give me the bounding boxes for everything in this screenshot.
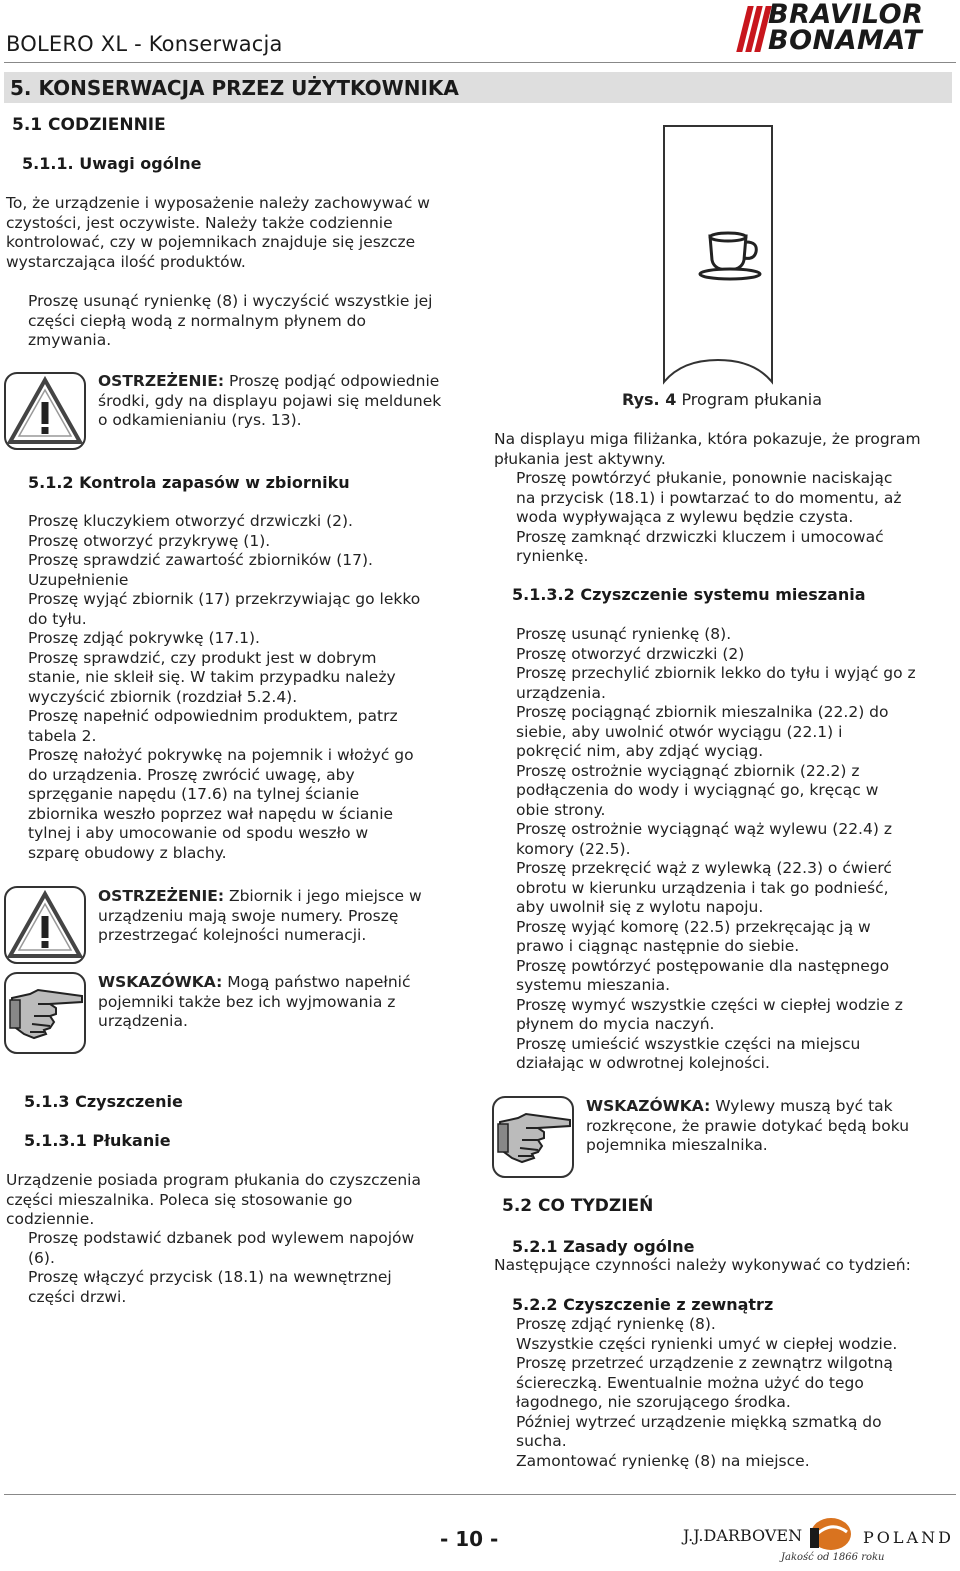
text-line: Proszę ostrożnie wyciągnąć wąż wylewu (22.4) z (516, 820, 892, 838)
logo-text (768, 2, 923, 54)
footer-divider (4, 1494, 956, 1495)
text-line: Proszę podjąć odpowiednie (228, 372, 440, 390)
text-line: płukania jest aktywny. (494, 449, 666, 468)
text-line: komory (22.5). (516, 839, 631, 858)
text-line: Uzupełnienie (28, 570, 129, 589)
text-line: urządzenia. (98, 1012, 188, 1030)
text-line: Zbiornik i jego miejsce w (228, 887, 422, 905)
note-label: WSKAZÓWKA: (586, 1097, 711, 1115)
paragraph-rinsing-steps (28, 1229, 468, 1307)
text-line: rynienkę. (516, 547, 589, 565)
text-line: ściereczką. Ewentualnie można użyć do tego (516, 1373, 864, 1392)
note-label: WSKAZÓWKA: (98, 973, 223, 991)
text-line: na przycisk (18.1) i powtarzać to do momentu, aż (516, 488, 902, 507)
text-line: Proszę wymyć wszystkie części w ciepłej wodzie z (516, 995, 903, 1014)
text-line: Proszę przetrzeć urządzenie z zewnątrz wilgotną (516, 1354, 893, 1372)
subsection-heading-weekly: 5.2 CO TYDZIEŃ (502, 1196, 654, 1216)
text-line: Proszę nałożyć pokrywkę na pojemnik i włożyć go (28, 746, 414, 764)
text-line: Proszę otworzyć przykrywę (1). (28, 531, 271, 550)
text-line: o odkamienianiu (rys. 13). (98, 411, 302, 429)
text-line: Proszę powtórzyć płukanie, ponownie naciskając (516, 469, 893, 487)
text-line: Proszę wyjąć zbiornik (17) przekrzywiając go lekko (28, 590, 421, 608)
pointing-hand-icon (492, 1096, 574, 1178)
warning-descaling (98, 372, 466, 431)
text-line: części ciepłą wodą z normalnym płynem do (28, 311, 367, 330)
text-line: pojemniki także bez ich wyjmowania z (98, 992, 396, 1011)
header-divider (4, 62, 956, 63)
text-line: części mieszalnika. Poleca się stosowanie go (6, 1190, 353, 1209)
text-line: sucha. (516, 1432, 567, 1450)
logo-line-1: BRAVILOR (768, 0, 924, 30)
text-line: sprzęganie napędu (17.6) na tylnej ścianie (28, 785, 360, 803)
list-exterior-cleaning (516, 1315, 956, 1471)
text-line: urządzeniu mają swoje numery. Proszę (98, 906, 399, 925)
page-number: - 10 - (440, 1527, 499, 1551)
text-line: zmywania. (28, 331, 112, 349)
list-stock-check (28, 512, 468, 863)
text-line: systemu mieszania. (516, 976, 670, 994)
text-line: środki, gdy na displayu pojawi się meldunek (98, 391, 442, 410)
text-line: kontrolować, czy w pojemnikach znajduje się jeszcze (6, 233, 416, 251)
text-line: pojemnika mieszalnika. (586, 1136, 768, 1154)
heading-general-notes: 5.1.1. Uwagi ogólne (22, 154, 202, 173)
figure-title: Program płukania (681, 390, 823, 409)
darboven-poland-logo (683, 1512, 959, 1568)
partner-name: J.J.DARBOVEN (683, 1526, 803, 1545)
list-display-steps (516, 469, 956, 567)
text-line: urządzenia. (516, 683, 606, 702)
heading-general-rules: 5.2.1 Zasady ogólne (512, 1237, 695, 1256)
text-line: obrotu w kierunku urządzenia i tak go podnieść, (516, 878, 889, 897)
heading-exterior-cleaning: 5.2.2 Czyszczenie z zewnątrz (512, 1295, 774, 1314)
text-line: tylnej i aby umocowanie od spodu weszło w (28, 824, 369, 842)
text-line: Proszę wyjąć komorę (22.5) przekręcając ją w (516, 917, 871, 936)
heading-rinsing: 5.1.3.1 Płukanie (24, 1131, 171, 1150)
warning-icon (4, 372, 86, 450)
text-line: Proszę sprawdzić, czy produkt jest w dobrym (28, 648, 377, 667)
text-line: Proszę zamknąć drzwiczki kluczem i umocować (516, 527, 884, 546)
text-line: pokręcić nim, aby zdjąć wyciąg. (516, 742, 764, 760)
text-line: Proszę powtórzyć postępowanie dla następnego (516, 956, 890, 975)
text-line: Proszę umieścić wszystkie części na miejscu (516, 1034, 861, 1053)
warning-label: OSTRZEŻENIE: (98, 887, 225, 905)
text-line: części drzwi. (28, 1287, 127, 1306)
text-line: obie strony. (516, 800, 606, 819)
text-line: szparę obudowy z blachy. (28, 843, 227, 862)
logo-line-2: BONAMAT (768, 25, 923, 56)
text-line: Proszę otworzyć drzwiczki (2) (516, 644, 745, 663)
warning-label: OSTRZEŻENIE: (98, 372, 225, 390)
text-line: Wylewy muszą być tak (715, 1097, 893, 1115)
text-line: wystarczająca ilość produktów. (6, 252, 246, 271)
text-line: Proszę zdjąć pokrywkę (17.1). (28, 629, 260, 647)
document-title: BOLERO XL - Konserwacja (6, 32, 283, 56)
text-line: tabela 2. (28, 726, 97, 745)
text-line: Proszę włączyć przycisk (18.1) na wewnętrznej (28, 1268, 392, 1286)
note-spouts (586, 1097, 954, 1156)
text-line: zbiornika weszło poprzez wał napędu w ścianie (28, 804, 394, 823)
text-line: Proszę zdjąć rynienkę (8). (516, 1315, 716, 1333)
text-line: Na displayu miga filiżanka, która pokazuje, że program (494, 430, 921, 448)
text-line: do tyłu. (28, 609, 87, 628)
text-line: Proszę usunąć rynienkę (8) i wyczyścić wszystkie jej (28, 292, 433, 310)
figure-caption (622, 390, 822, 410)
text-line: stanie, nie skleił się. W takim przypadku należy (28, 668, 396, 686)
text-line: Później wytrzeć urządzenie miękką szmatką do (516, 1412, 882, 1431)
text-line: Urządzenie posiada program płukania do czyszczenia (6, 1171, 421, 1189)
text-line: Proszę ostrożnie wyciągnąć zbiornik (22.2) z (516, 761, 860, 780)
paragraph-rinsing (6, 1171, 466, 1230)
text-line: prawo i ciągnąc następnie do siebie. (516, 937, 800, 955)
bravilor-bonamat-logo (738, 2, 956, 56)
text-line: Proszę przekręcić wąż z wylewką (22.3) o ćwierć (516, 859, 892, 877)
pointing-hand-icon (4, 972, 86, 1054)
text-line: wyczyścić zbiornik (rozdział 5.2.4). (28, 687, 298, 706)
paragraph-remove-gutter (28, 292, 468, 351)
heading-cleaning: 5.1.3 Czyszczenie (24, 1092, 183, 1111)
text-line: woda wypływająca z wylewu będzie czysta. (516, 508, 854, 526)
text-line: czystości, jest oczywiste. Należy także codziennie (6, 213, 393, 232)
text-line: łagodnego, nie szorującego środka. (516, 1393, 791, 1411)
coffee-bean-icon (807, 1514, 855, 1554)
text-line: To, że urządzenie i wyposażenie należy zachowywać w (6, 194, 430, 212)
paragraph-display-cup (494, 430, 954, 469)
text-line: Proszę usunąć rynienkę (8). (516, 625, 732, 643)
text-line: Proszę pociągnąć zbiornik mieszalnika (22.2) do (516, 703, 889, 721)
text-line: przestrzegać kolejności numeracji. (98, 926, 367, 944)
list-mixing-system (516, 625, 956, 1074)
section-title: 5. KONSERWACJA PRZEZ UŻYTKOWNIKA (10, 76, 459, 100)
text-line: Proszę podstawić dzbanek pod wylewem napojów (28, 1229, 415, 1247)
text-line: do urządzenia. Proszę zwrócić uwagę, aby (28, 765, 355, 784)
text-line: Mogą państwo napełnić (227, 973, 411, 991)
text-line: płynem do mycia naczyń. (516, 1015, 715, 1033)
warning-icon (4, 886, 86, 964)
note-refill (98, 973, 466, 1032)
heading-mixing-system: 5.1.3.2 Czyszczenie systemu mieszania (512, 585, 866, 604)
text-line: siebie, aby uwolnić otwór wyciągu (22.1) i (516, 722, 843, 741)
paragraph-weekly-tasks: Następujące czynności należy wykonywać co tydzień: (494, 1256, 911, 1274)
text-line: Proszę kluczykiem otworzyć drzwiczki (2). (28, 512, 353, 530)
text-line: działając w odwrotnej kolejności. (516, 1054, 770, 1072)
text-line: Zamontować rynienkę (8) na miejsce. (516, 1451, 810, 1470)
text-line: (6). (28, 1248, 55, 1267)
subsection-heading-daily: 5.1 CODZIENNIE (12, 115, 166, 135)
text-line: podłączenia do wody i wyciągnąć go, kręcąc w (516, 781, 879, 799)
text-line: Wszystkie części rynienki umyć w ciepłej wodzie. (516, 1334, 898, 1353)
text-line: Proszę sprawdzić zawartość zbiorników (17). (28, 551, 373, 569)
figure-number: Rys. 4 (622, 390, 677, 409)
paragraph-general-notes (6, 194, 466, 272)
text-line: Proszę napełnić odpowiednim produktem, patrz (28, 707, 398, 725)
text-line: codziennie. (6, 1210, 95, 1228)
partner-country: POLAND (863, 1528, 954, 1547)
partner-tagline: Jakość od 1866 roku (781, 1552, 885, 1563)
text-line: rozkręcone, że prawie dotykać będą boku (586, 1116, 910, 1135)
text-line: Proszę przechylić zbiornik lekko do tyłu i wyjąć go z (516, 664, 916, 682)
rinse-program-figure (662, 124, 774, 386)
text-line: aby uwolnił się z wylotu napoju. (516, 898, 764, 916)
logo-bars-icon (738, 6, 772, 52)
warning-numbering (98, 887, 466, 946)
heading-stock-check: 5.1.2 Kontrola zapasów w zbiorniku (28, 473, 350, 492)
